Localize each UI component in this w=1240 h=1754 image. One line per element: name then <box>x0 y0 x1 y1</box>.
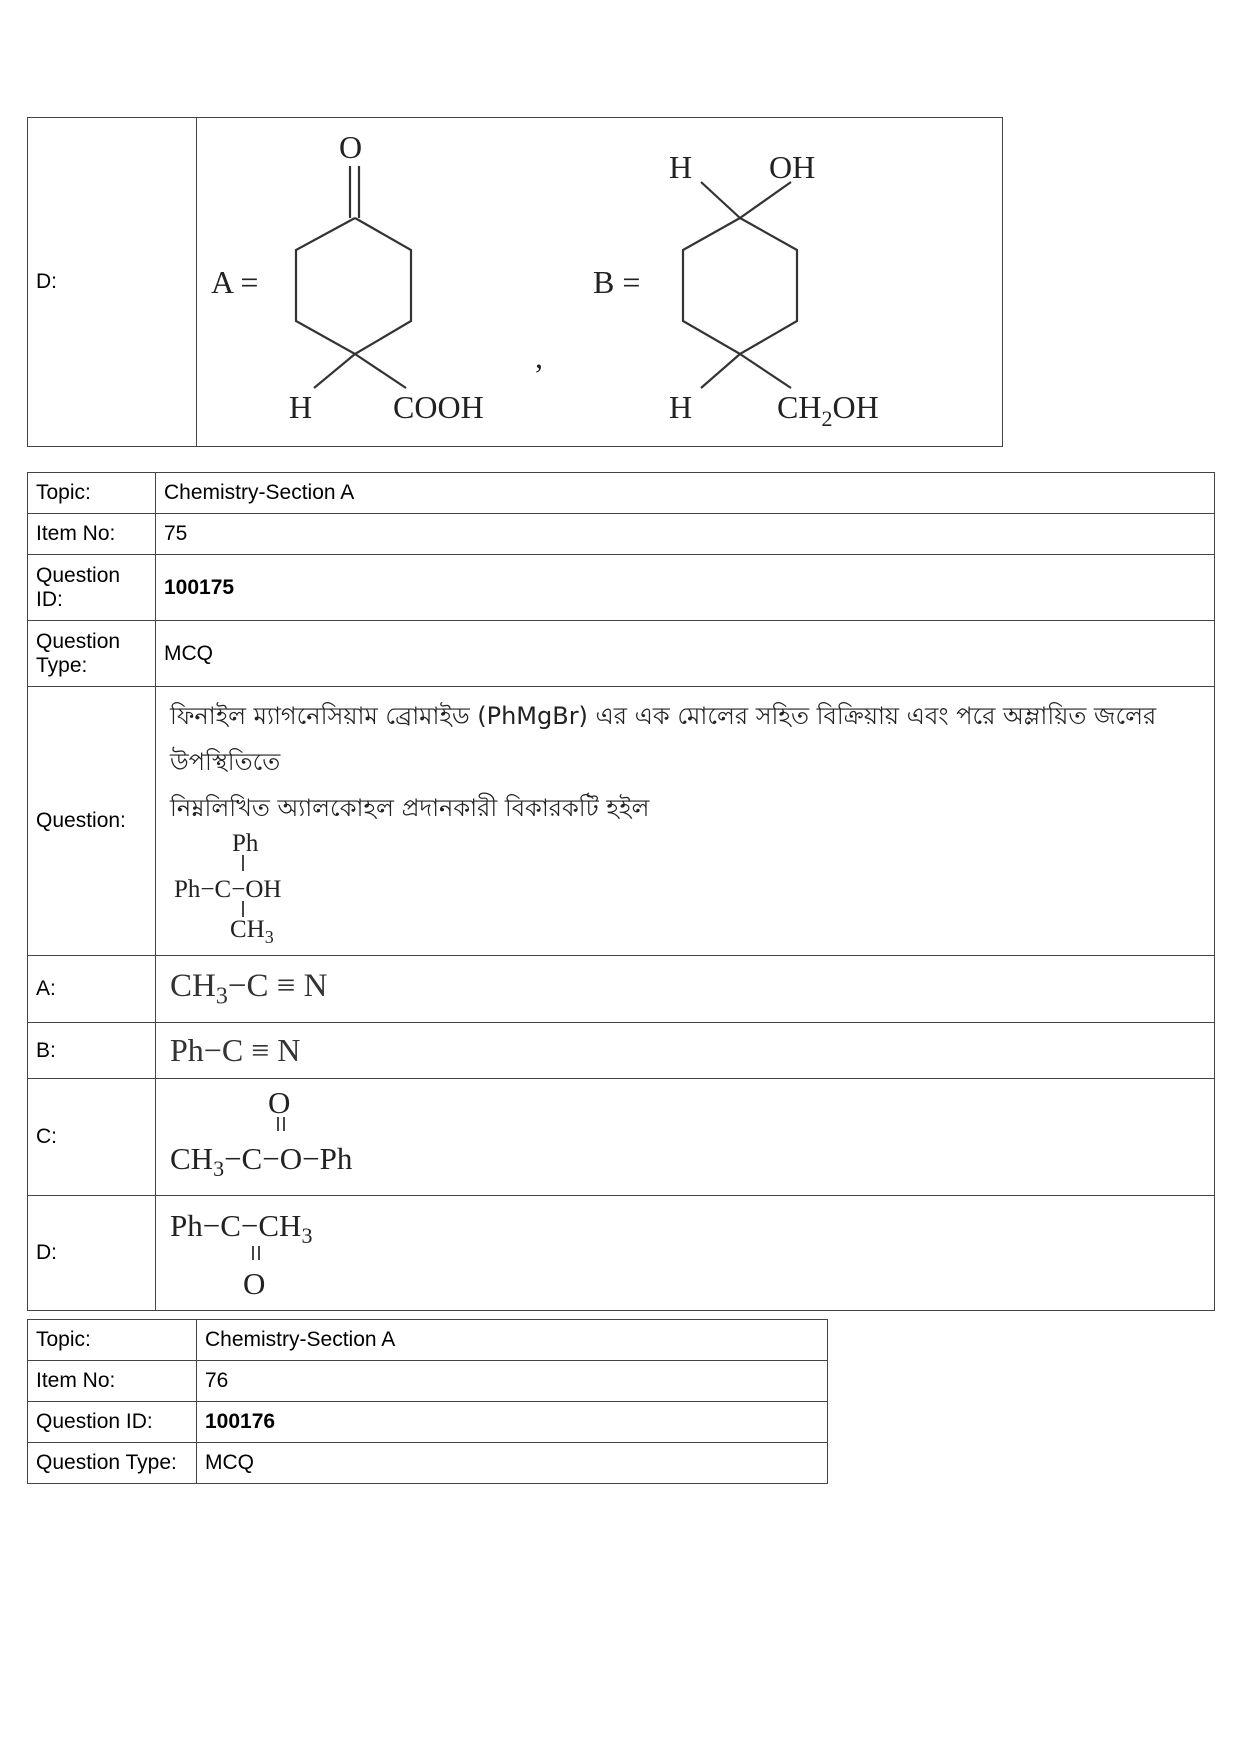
topic-row <box>28 473 1215 514</box>
question-text-line-1: ফিনাইল ম্যাগনেসিয়াম ব্রোমাইড (PhMgBr) এর এক মোলের সহিত বিক্রিয়ায় এবং পরে অম্লায়িত জলের উপস্থিতিতে <box>170 702 1157 776</box>
item-no-label: Item No: <box>28 514 156 555</box>
struct-a-cooh: COOH <box>393 389 484 425</box>
question-id-row-76 <box>28 1402 828 1443</box>
option-c-label: C: <box>28 1079 156 1196</box>
option-a-label: A: <box>28 956 156 1023</box>
item-no-value-76: 76 <box>197 1361 828 1402</box>
topic-label: Topic: <box>28 473 156 514</box>
option-d-structures-figure <box>197 118 997 440</box>
struct-main-line: Ph−C−OH <box>174 876 282 903</box>
option-c-structure <box>170 1079 450 1189</box>
question-text-line-2: নিম্নলিখিত অ্যালকোহল প্রদানকারী বিকারকটি হইল <box>170 794 650 822</box>
struct-a-ketone-o: O <box>339 129 363 165</box>
ring-b-ch2oh-bond <box>740 354 791 388</box>
item-no-label-76: Item No: <box>28 1361 197 1402</box>
struct-b-lhs: B = <box>593 264 641 300</box>
question-id-label: Question ID: <box>28 555 156 621</box>
option-d-label: D: <box>36 270 57 293</box>
option-d2-formula: $Ph-C-CH_3$ <box>170 1208 313 1248</box>
structures-comma: , <box>535 339 543 375</box>
item-no-row <box>28 514 1215 555</box>
option-b-row <box>28 1023 1215 1079</box>
item-no-value: 75 <box>156 514 1215 555</box>
question-body <box>156 687 1215 956</box>
ring-b-oh-bond <box>740 182 791 218</box>
ring-a <box>296 218 411 354</box>
option-a-value: $CH_3-C \equiv N$ <box>156 956 1215 1023</box>
question-label: Question: <box>28 687 156 956</box>
question-type-label: Question Type: <box>28 621 156 687</box>
topic-row-76 <box>28 1320 828 1361</box>
item-76-table <box>27 1319 828 1484</box>
struct-b-h-bottom: H <box>669 389 693 425</box>
option-d2-carbonyl-o: O <box>243 1266 266 1301</box>
option-c-row <box>28 1079 1215 1196</box>
question-id-value: 100175 <box>156 555 1215 621</box>
struct-ch3-bottom: $CH_3$ <box>230 916 274 945</box>
question-id-row <box>28 555 1215 621</box>
question-type-row-76 <box>28 1443 828 1484</box>
option-d2-label: D: <box>28 1196 156 1311</box>
question-type-label-76: Question Type: <box>28 1443 197 1484</box>
topic-label-76: Topic: <box>28 1320 197 1361</box>
option-d-row <box>28 1196 1215 1311</box>
ring-b-h-top-bond <box>701 182 740 218</box>
ring-a-cooh-bond <box>355 354 406 388</box>
ring-b <box>683 218 797 354</box>
option-c-carbonyl-o: O <box>268 1085 291 1120</box>
option-c-value <box>156 1079 1215 1196</box>
struct-a-h: H <box>289 389 313 425</box>
option-b-label: B: <box>28 1023 156 1079</box>
topic-value: Chemistry-Section A <box>156 473 1215 514</box>
prev-option-table <box>27 117 1003 447</box>
struct-a-lhs: A = <box>211 264 259 300</box>
struct-b-ch2oh: $CH_2OH$ <box>777 389 879 431</box>
item-75-table <box>27 472 1215 1311</box>
ring-b-h-bottom-bond <box>701 354 740 388</box>
option-d2-value <box>156 1196 1215 1311</box>
option-d2-structure <box>170 1196 450 1304</box>
struct-b-h-top: H <box>669 149 693 185</box>
topic-value-76: Chemistry-Section A <box>197 1320 828 1361</box>
struct-ph-top: Ph <box>232 831 259 857</box>
option-d-structures <box>197 118 1003 447</box>
option-c-formula: $CH_3-C-O-Ph$ <box>170 1141 353 1181</box>
ring-a-h-bond <box>314 354 355 388</box>
struct-b-oh: OH <box>769 149 816 185</box>
question-type-row <box>28 621 1215 687</box>
question-row <box>28 687 1215 956</box>
item-no-row-76 <box>28 1361 828 1402</box>
question-id-value-76: 100176 <box>197 1402 828 1443</box>
option-b-value: Ph−C ≡ N <box>156 1023 1215 1079</box>
question-structure <box>170 831 350 945</box>
question-type-value: MCQ <box>156 621 1215 687</box>
question-type-value-76: MCQ <box>197 1443 828 1484</box>
option-a-row <box>28 956 1215 1023</box>
option-d-label-cell <box>28 118 197 447</box>
question-id-label-76: Question ID: <box>28 1402 197 1443</box>
